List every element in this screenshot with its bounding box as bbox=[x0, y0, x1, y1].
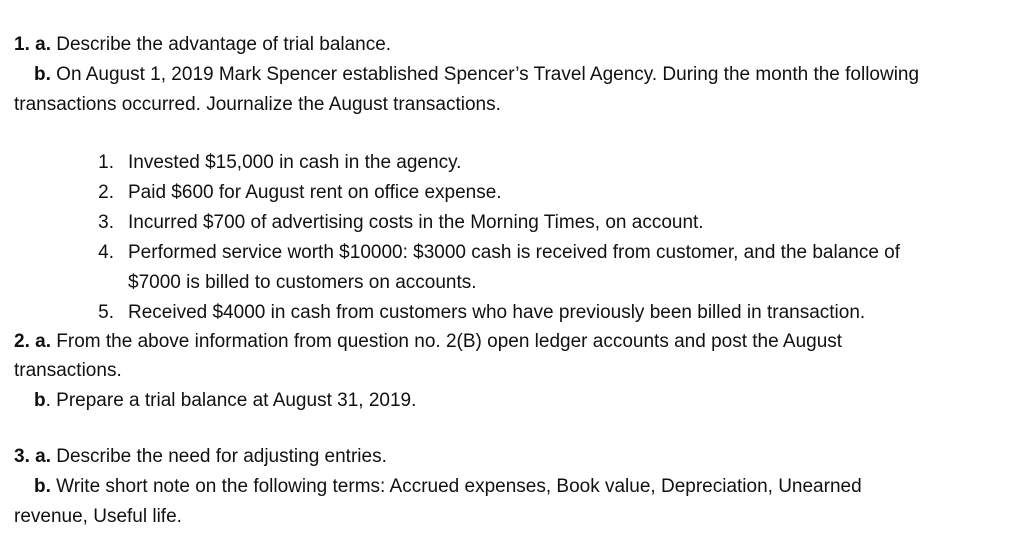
q2a-text-2: transactions. bbox=[14, 360, 122, 381]
q2a-label: 2. a. bbox=[14, 331, 51, 352]
transaction-item-4-continuation bbox=[128, 268, 477, 298]
q1a-text: Describe the advantage of trial balance. bbox=[56, 34, 392, 55]
q1b-text-1: On August 1, 2019 Mark Spencer established Spencer’s Travel Agency. During the month the following bbox=[56, 64, 920, 85]
transaction-number: 3. bbox=[98, 212, 114, 233]
q1b-text-2: transactions occurred. Journalize the August transactions. bbox=[14, 94, 501, 115]
q2b-text: . Prepare a trial balance at August 31, 2019. bbox=[45, 390, 417, 411]
transaction-text: Invested $15,000 in cash in the agency. bbox=[128, 152, 462, 173]
q3a-text: Describe the need for adjusting entries. bbox=[56, 446, 387, 467]
q3b-line-1 bbox=[34, 472, 862, 502]
q3a-line bbox=[14, 442, 387, 472]
q1b-line-2 bbox=[14, 90, 501, 120]
transaction-item-1 bbox=[84, 148, 461, 178]
q1a-label: 1. a. bbox=[14, 34, 51, 55]
transaction-text: Incurred $700 of advertising costs in the Morning Times, on account. bbox=[128, 212, 704, 233]
transaction-number: 5. bbox=[98, 302, 114, 323]
transaction-item-2 bbox=[84, 178, 502, 208]
q2a-line-1 bbox=[14, 327, 842, 357]
transaction-number: 4. bbox=[98, 242, 114, 263]
q2a-text-1: From the above information from question no. 2(B) open ledger accounts and post the August bbox=[56, 331, 843, 352]
q3b-label: b. bbox=[34, 476, 51, 497]
transaction-number: 1. bbox=[98, 152, 114, 173]
q3b-text-1: Write short note on the following terms: Accrued expenses, Book value, Depreciation, Unearned bbox=[56, 476, 862, 497]
transaction-item-5 bbox=[84, 298, 865, 328]
q2b-label: b bbox=[34, 390, 46, 411]
q3b-line-2 bbox=[14, 502, 182, 532]
q2a-line-2 bbox=[14, 356, 122, 386]
transaction-number: 2. bbox=[98, 182, 114, 203]
q2b-line bbox=[34, 386, 416, 416]
transaction-text: Received $4000 in cash from customers who have previously been billed in transaction. bbox=[128, 302, 866, 323]
transaction-text: Performed service worth $10000: $3000 cash is received from customer, and the balance of bbox=[128, 242, 901, 263]
q3b-text-2: revenue, Useful life. bbox=[14, 506, 182, 527]
transaction-item-4 bbox=[84, 238, 900, 268]
q1b-line-1 bbox=[34, 60, 919, 90]
transaction-text: Paid $600 for August rent on office expense. bbox=[128, 182, 502, 203]
q1a-line bbox=[14, 30, 391, 60]
transaction-item-3 bbox=[84, 208, 704, 238]
q3a-label: 3. a. bbox=[14, 446, 51, 467]
transaction-text: $7000 is billed to customers on accounts. bbox=[128, 272, 477, 293]
q1b-label: b. bbox=[34, 64, 51, 85]
